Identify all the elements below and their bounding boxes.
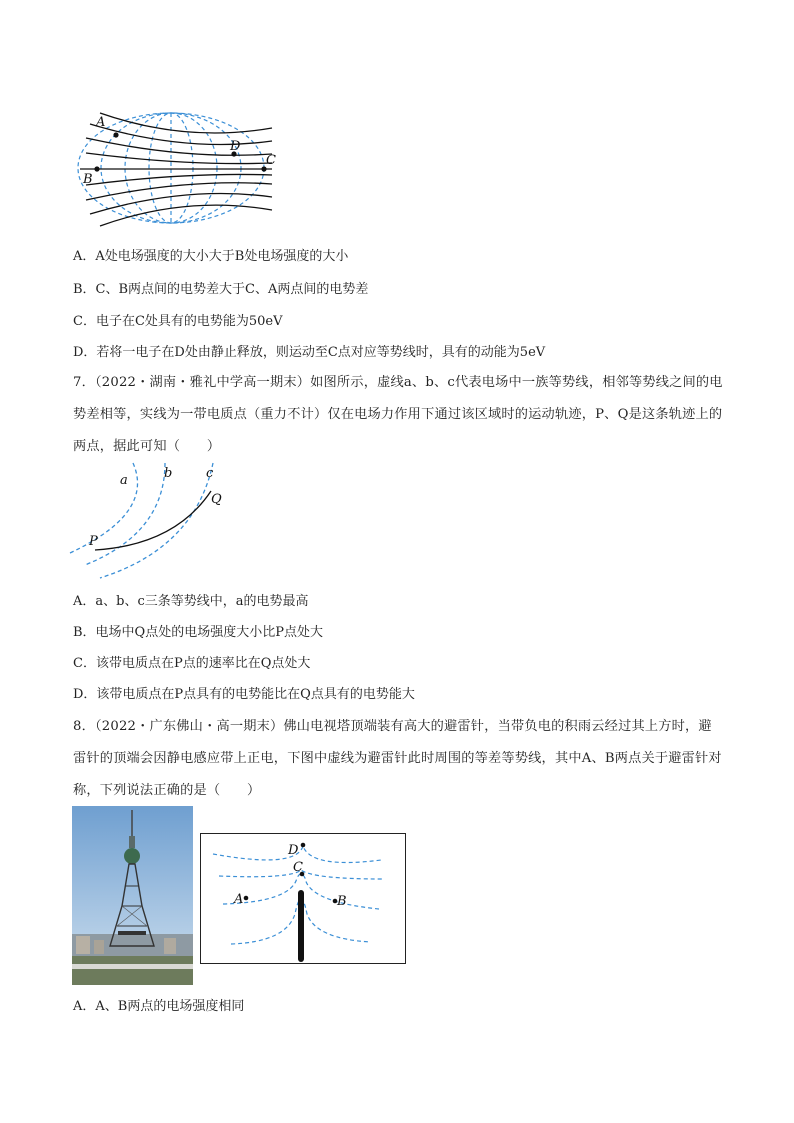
tv-tower-photo: [72, 806, 193, 985]
q7-option-b: B．电场中Q点处的电场强度大小比P点处大: [73, 625, 323, 640]
q7-option-a: A．a、b、c三条等势线中，a的电势最高: [73, 594, 309, 609]
q7-label-c: c: [206, 466, 214, 481]
q7-label-p: P: [89, 534, 98, 549]
q8-label-c: C: [293, 860, 303, 875]
q8-option-a: A．A、B两点的电场强度相同: [73, 999, 245, 1014]
q6-option-c: C．电子在C处具有的电势能为50eV: [73, 314, 283, 329]
q8-label-a: A: [234, 892, 244, 907]
q6-option-d: D．若将一电子在D处由静止释放，则运动至C点对应等势线时，具有的动能为5eV: [73, 345, 546, 360]
q7-label-a: a: [120, 473, 128, 488]
q6-label-c: C: [266, 153, 276, 168]
q6-label-b: B: [83, 172, 93, 187]
q6-label-d: D: [230, 139, 241, 154]
q7-option-d: D．该带电质点在P点具有的电势能比在Q点具有的电势能大: [73, 687, 415, 702]
q6-option-a: A．A处电场强度的大小大于B处电场强度的大小: [73, 249, 349, 264]
q8-label-b: B: [337, 894, 347, 909]
q6-label-a: A: [96, 115, 106, 130]
q7-option-c: C．该带电质点在P点的速率比在Q点处大: [73, 656, 311, 671]
q6-option-b: B．C、B两点间的电势差大于C、A两点间的电势差: [73, 282, 369, 297]
q7-equipotential-diagram: [65, 433, 240, 583]
q7-stem: 7．（2022・湖南・雅礼中学高一期末）如图所示，虚线a、b、c代表电场中一族等势线，相邻等势线之间的电势差相等，实线为一带电质点（重力不计）仅在电场力作用下通过该区域时的运动轨迹，P、Q是这条轨迹上的两点，据此可知（ ）: [73, 375, 723, 454]
q8-label-d: D: [288, 843, 299, 858]
q7-label-q: Q: [211, 492, 222, 507]
q8-stem: 8．（2022・广东佛山・高一期末）佛山电视塔顶端装有高大的避雷针，当带负电的积雨云经过其上方时，避雷针的顶端会因静电感应带上正电，下图中虚线为避雷针此时周围的等差等势线，其中A、B两点关于避雷针对称，下列说法正确的是（ ）: [73, 719, 722, 798]
q6-field-diagram: [76, 108, 286, 230]
q8-lightning-rod-diagram: [200, 833, 406, 964]
q7-label-b: b: [164, 466, 173, 481]
